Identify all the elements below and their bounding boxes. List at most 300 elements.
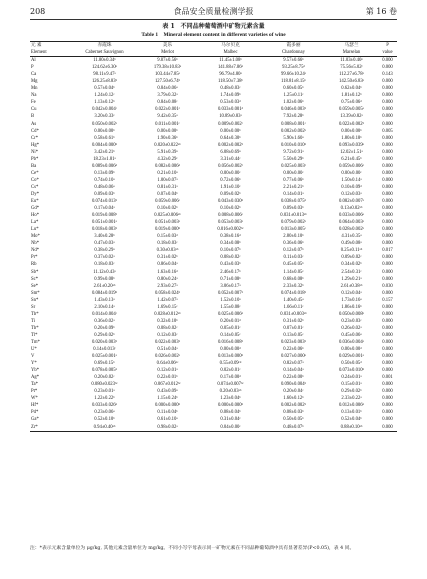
value-cell: 0.00±0.00ᶜ — [341, 170, 362, 176]
value-cell: 0.82±0.07ᵃ — [283, 361, 304, 367]
element-cell: Ga* — [31, 417, 39, 423]
value-cell: 0.000±0.000ᵇ — [154, 403, 181, 409]
value-cell: 1.15±0.24ᵇ — [157, 396, 178, 402]
column-header: Chardonnay — [262, 49, 325, 57]
table-row — [30, 325, 397, 332]
value-cell: 0.074±0.018ᵇ — [280, 290, 307, 296]
value-cell: 11.12±0.43ᵃ — [93, 269, 116, 275]
p-value-cell: 0.000 — [382, 199, 393, 205]
value-cell: 0.033±0.026ᵇ — [91, 403, 118, 409]
value-cell: 9.87±0.56ᵇ — [157, 58, 178, 64]
value-cell: 2.10±0.14ᵃ — [94, 304, 115, 310]
value-cell: 0.74±0.10ᵃ — [94, 177, 115, 183]
table-row — [30, 219, 397, 226]
value-cell: 0.38±0.29ᵃ — [94, 248, 115, 254]
value-cell: 0.011±0.001ᶜ — [155, 121, 180, 127]
p-value-cell: 0.000 — [382, 410, 393, 416]
element-cell: Gd* — [31, 206, 40, 212]
table-row — [30, 205, 397, 212]
element-cell: Lu* — [31, 227, 39, 233]
value-cell: 0.17±0.00ᵈ — [220, 375, 241, 381]
element-cell: Fe — [31, 100, 36, 106]
value-cell: 0.020±0.022ᵃᵇ — [154, 142, 181, 148]
value-cell: 10.89±0.83ᵃ — [219, 114, 242, 120]
value-cell: 0.77±0.06ᵇ — [283, 177, 304, 183]
value-cell: 0.019±0.008ᵇ — [91, 213, 118, 219]
element-cell: Nb* — [31, 241, 40, 247]
p-value-cell: 0.000 — [382, 368, 393, 374]
value-cell: 0.08±0.03ᵇ — [283, 410, 304, 416]
element-cell: Pt* — [31, 389, 38, 395]
value-cell: 1.29±0.21ᵃ — [341, 276, 362, 282]
table-row — [30, 304, 397, 311]
value-cell: 0.12±0.03ᶜ — [157, 332, 178, 338]
element-cell: Yb* — [31, 368, 40, 374]
value-cell: 0.45±0.06ᵃ — [341, 332, 362, 338]
value-cell: 9.42±0.35ᵃ — [157, 114, 178, 120]
table-row — [30, 177, 397, 184]
table-row — [30, 184, 397, 191]
value-cell: 0.13±0.09ᵇ — [94, 170, 115, 176]
value-cell: 0.013±0.000ᵇ — [217, 354, 244, 360]
p-value-cell: 0.000 — [382, 177, 393, 183]
table-row — [30, 409, 397, 416]
value-cell: 118.50±7.38ᵇ — [218, 79, 243, 85]
value-cell: 3.20±0.33ᵉ — [94, 114, 115, 120]
value-cell: 0.25±0.11ᵃᵇ — [340, 248, 363, 254]
element-cell: Ca — [31, 72, 37, 78]
table-row — [30, 416, 397, 423]
header-rule — [30, 19, 397, 20]
value-cell: 0.025±0.003ᵉ — [281, 163, 306, 169]
p-value-cell: 0.000 — [382, 262, 393, 268]
value-cell: 0.002±0.002ᵇ — [280, 403, 307, 409]
table-row — [30, 212, 397, 219]
value-cell: 2.33±0.32ᵇ — [283, 283, 304, 289]
table-row — [30, 424, 397, 432]
value-cell: 0.20±0.01ᵈ — [220, 318, 241, 324]
value-cell: 1.55±0.08ᶜ — [220, 304, 241, 310]
p-value-cell: 0.000 — [382, 220, 393, 226]
p-value-cell: 0.000 — [382, 332, 393, 338]
value-cell: 6.08±0.69ᵃ — [220, 149, 241, 155]
value-cell: 7.92±0.28ᵇ — [283, 114, 304, 120]
value-cell: 0.00±0.00ᵈ — [220, 347, 241, 353]
value-cell: 0.22±0.06ᵇ — [283, 347, 304, 353]
p-value-cell: 0.017 — [382, 248, 393, 254]
table-row — [30, 128, 397, 135]
p-value-cell: 0.000 — [382, 354, 393, 360]
value-cell: 0.09±0.03ᵇ — [283, 206, 304, 212]
p-value-cell: 0.000 — [382, 325, 393, 331]
value-cell: 0.31±0.04ᵉ — [220, 417, 241, 423]
value-cell: 5.90±1.60ᵃ — [283, 135, 304, 141]
value-cell: 0.14±0.04ᵃ — [283, 368, 304, 374]
value-cell: 0.51±0.04ᵃ — [157, 347, 178, 353]
p-value-cell: 0.000 — [382, 156, 393, 162]
element-cell: P — [31, 65, 34, 71]
value-cell: 0.089±0.006ᵈ — [91, 163, 118, 169]
value-cell: 1.91±0.10ᶜ — [220, 184, 241, 190]
table-row — [30, 170, 397, 177]
element-cell: Cd* — [31, 128, 39, 134]
p-value-cell: 0.000 — [382, 149, 393, 155]
value-cell: 0.20±0.09ᵇ — [94, 325, 115, 331]
value-cell: 2.93±0.27ᵃ — [157, 283, 178, 289]
table-row — [30, 318, 397, 325]
element-cell: Co* — [31, 177, 39, 183]
value-cell: 0.038±0.075ᵇ — [280, 199, 307, 205]
element-cell: Sc* — [31, 276, 39, 282]
element-cell: Na — [31, 93, 37, 99]
value-cell: 0.082±0.006ᵈ — [154, 163, 181, 169]
element-cell: Cr* — [31, 135, 39, 141]
value-cell: 0.47±0.03ᵃ — [94, 241, 115, 247]
table-row — [30, 374, 397, 381]
p-value-cell: 0.000 — [382, 206, 393, 212]
value-cell: 4.31±0.35ᵃ — [341, 234, 362, 240]
table-row — [30, 402, 397, 409]
table-row — [30, 360, 397, 367]
value-cell: 1.42±0.07ᵃ — [157, 297, 178, 303]
value-cell: 0.059±0.006ᵉ — [339, 163, 364, 169]
value-cell: 0.053±0.003ᵃ — [218, 220, 243, 226]
value-cell: 0.55±0.09ᶜᵈ — [219, 361, 242, 367]
value-cell: 0.052±0.007ᵇ — [217, 290, 244, 296]
value-cell: 0.11±0.03ᶜ — [283, 255, 304, 261]
value-cell: 0.002±0.002ᵃ — [281, 128, 306, 134]
element-cell: Tb* — [31, 325, 39, 331]
value-cell: 0.050±0.008ᵃ — [339, 311, 364, 317]
value-cell: 0.031±0.013ᵃᵇ — [280, 213, 307, 219]
column-header: P — [378, 42, 397, 50]
value-cell: 0.07±0.01ᶜ — [283, 325, 304, 331]
table-footnote: 注：*表示元素含量单位为 μg/kg, 其他元素含量单位为 mg/kg。不同小写字母表示同一矿物元素在不同品种葡萄酒中具有显著差异(P<0.05)，表 4 同。 — [30, 546, 355, 551]
value-cell: 0.84±0.06ᵃ — [157, 86, 178, 92]
table-row — [30, 233, 397, 240]
value-cell: 99.66±10.24ᵃ — [281, 72, 306, 78]
value-cell: 11.80±0.34ᵇ — [93, 58, 116, 64]
table-row — [30, 269, 397, 276]
value-cell: 0.08±0.04ᵇ — [220, 410, 241, 416]
column-header: Malbec — [199, 49, 262, 57]
column-header: Element — [30, 49, 73, 57]
value-cell: 0.10±0.02ᵇ — [220, 206, 241, 212]
value-cell: 0.53±0.03ᵈ — [220, 100, 241, 106]
table-row — [30, 135, 397, 142]
p-value-cell: 0.000 — [382, 114, 393, 120]
table-row — [30, 92, 397, 99]
element-cell: Mo* — [31, 234, 40, 240]
value-cell: 75.56±5.02ᵉ — [340, 65, 363, 71]
value-cell: 0.61±0.10ᵃ — [157, 417, 178, 423]
element-cell: B — [31, 114, 35, 120]
value-cell: 0.00±0.00ᵇ — [341, 128, 362, 134]
value-cell: 1.69±0.15ᶜ — [157, 304, 178, 310]
table-row — [30, 346, 397, 353]
value-cell: 0.022±0.001ᵉ — [155, 107, 180, 113]
value-cell: 2.21±0.21ᵇ — [283, 184, 304, 190]
value-cell: 0.43±0.09ᵃ — [157, 389, 178, 395]
value-cell: 0.08±0.02ᶜ — [220, 255, 241, 261]
value-cell: 0.12±0.01ᵃ — [157, 368, 178, 374]
element-cell: Pb* — [31, 156, 39, 162]
value-cell: 0.019±0.000ᵇ — [154, 227, 181, 233]
value-cell: 0.48±0.07ᵇ — [262, 424, 325, 432]
p-value-cell: 0.000 — [382, 276, 393, 282]
table-row — [30, 121, 397, 128]
element-cell: Ho* — [31, 213, 40, 219]
element-cell: La* — [31, 220, 39, 226]
value-cell: 0.025±0.001ᵃ — [92, 354, 117, 360]
p-value-cell: 0.000 — [382, 163, 393, 169]
value-cell: 0.84±0.08ᶜ — [157, 100, 178, 106]
p-value-cell: 0.000 — [382, 396, 393, 402]
value-cell: 18.23±1.81ᵃ — [93, 156, 116, 162]
value-cell: 0.018±0.003ᵇ — [91, 227, 118, 233]
value-cell: 0.014±0.004ᶜ — [92, 311, 117, 317]
value-cell: 0.11±0.04ᵇ — [157, 410, 178, 416]
value-cell: 0.082±0.007ᵃ — [339, 199, 364, 205]
p-value-cell: 0.000 — [382, 311, 393, 317]
value-cell: 0.079±0.002ᵃ — [281, 220, 306, 226]
value-cell: 141.88±7.86ᵇ — [217, 65, 244, 71]
value-cell: 0.080±0.023ᵇᶜ — [91, 382, 118, 388]
column-header: 元 素 — [30, 42, 73, 50]
value-cell: 1.14±0.05ᵉ — [283, 269, 304, 275]
value-cell: 0.016±0.008ᵇ — [217, 339, 244, 345]
value-cell: 2.54±0.31ᶜ — [341, 269, 362, 275]
element-cell: Zr* — [30, 424, 73, 432]
value-cell: 3.06±0.17ᵃ — [220, 283, 241, 289]
volume-number: 第 16 卷 — [365, 7, 397, 16]
column-header: Merlot — [136, 49, 199, 57]
table-row — [30, 99, 397, 106]
value-cell: 124.62±6.30ᵃ — [92, 65, 117, 71]
value-cell: 1.00±0.07ᵃ — [157, 177, 178, 183]
value-cell: 0.15±0.03ᵈ — [157, 234, 178, 240]
element-cell: Mg — [31, 79, 38, 85]
p-value-cell: 0.000 — [382, 135, 393, 141]
value-cell: 2.80±0.10ᵇ — [283, 234, 304, 240]
value-cell: 0.20±0.02ᶜ — [94, 375, 115, 381]
value-cell: 0.36±0.02ᵃ — [94, 318, 115, 324]
table-row — [30, 226, 397, 233]
value-cell: 0.10±0.09ᵈ — [341, 184, 362, 190]
value-cell: 0.60±0.05ᵇ — [283, 86, 304, 92]
value-cell: 0.078±0.005ᵇ — [91, 368, 118, 374]
value-cell: 0.62±0.04ᵇ — [341, 86, 362, 92]
column-header: 霞多丽 — [262, 42, 325, 50]
value-cell: 0.074±0.013ᵇ — [91, 199, 118, 205]
value-cell: 0.23±0.01ᵃ — [94, 389, 115, 395]
value-cell: 0.09±0.02ᶜ — [341, 255, 362, 261]
mineral-element-table — [30, 41, 397, 432]
element-cell: Mn — [31, 86, 38, 92]
p-value-cell: 0.000 — [382, 213, 393, 219]
value-cell: 0.033±0.006ᵃ — [339, 213, 364, 219]
table-row — [30, 395, 397, 402]
value-cell: 0.23±0.03ᶜ — [341, 318, 362, 324]
p-value-cell: 0.000 — [382, 382, 393, 388]
value-cell: 0.38±0.16ᵈ — [220, 234, 241, 240]
value-cell: 0.98±0.02ᵃ — [136, 424, 199, 432]
column-header: Cabernet Sauvignon — [73, 49, 136, 57]
element-cell: Cu — [31, 107, 37, 113]
table-row — [30, 163, 397, 170]
value-cell: 0.71±0.08ᵇ — [220, 276, 241, 282]
value-cell: 3.79±0.32ᵃ — [157, 93, 178, 99]
value-cell: 0.31±0.02ᵇ — [283, 318, 304, 324]
table-row — [30, 283, 397, 290]
value-cell: 0.036±0.004ᵃ — [339, 339, 364, 345]
element-cell: Tm* — [31, 339, 40, 345]
value-cell: 0.21±0.10ᵃ — [157, 170, 178, 176]
value-cell: 12.02±1.51ᵃ — [340, 149, 363, 155]
value-cell: 0.75±0.06ᵈ — [341, 100, 362, 106]
value-cell: 0.22±0.01ᵇ — [157, 375, 178, 381]
element-cell: Hg* — [31, 142, 40, 148]
value-cell: 0.68±0.08ᵇ — [283, 276, 304, 282]
value-cell: 0.022±0.003ᵇ — [154, 339, 181, 345]
value-cell: 0.00±0.00ᵈ — [341, 347, 362, 353]
table-row — [30, 290, 397, 297]
value-cell: 1.43±0.13ᵃ — [94, 297, 115, 303]
p-value-cell: 0.000 — [382, 191, 393, 197]
table-row — [30, 106, 397, 113]
p-value-cell: 0.000 — [382, 142, 393, 148]
value-cell: 0.17±0.04ᵃ — [94, 206, 115, 212]
p-value-cell: 0.157 — [382, 297, 393, 303]
value-cell: 0.046±0.003ᵇ — [280, 107, 307, 113]
value-cell: 1.63±0.16ᵈ — [157, 269, 178, 275]
table-row — [30, 332, 397, 339]
value-cell: 2.61±0.20ᵃᵇ — [93, 283, 116, 289]
table-row — [30, 85, 397, 92]
p-value-cell: 0.000 — [382, 184, 393, 190]
value-cell: 0.051±0.003ᵃ — [155, 220, 180, 226]
value-cell: 0.34±0.08ᵇ — [220, 241, 241, 247]
table-row — [30, 276, 397, 283]
element-cell: Ta* — [31, 382, 38, 388]
table-row — [30, 57, 397, 65]
value-cell: 0.04±0.00ᶜ — [199, 424, 262, 432]
value-cell: 0.12±0.03ᵃ — [341, 191, 362, 197]
value-cell: 1.66±0.11ᶜ — [283, 304, 304, 310]
journal-name: 食品安全质量检测学报 — [173, 7, 254, 16]
element-cell: W* — [31, 396, 38, 402]
value-cell: 0.02±0.01ᶜ — [220, 368, 241, 374]
value-cell: 0.023±0.003ᵇ — [280, 339, 307, 345]
value-cell: 0.056±0.002ᵉ — [218, 163, 243, 169]
value-cell: 0.00±0.00ᵇ — [94, 128, 115, 134]
value-cell: 0.026±0.002ᵃ — [155, 354, 180, 360]
value-cell: 0.13±0.01ᵇ — [341, 410, 362, 416]
value-cell: 2.61±0.38ᵃᵇ — [340, 283, 363, 289]
value-cell: 0.18±0.03ᶜ — [94, 262, 115, 268]
value-cell: 0.34±0.02ᵇ — [341, 262, 362, 268]
element-cell: Al — [31, 58, 36, 64]
value-cell: 0.32±0.10ᵇ — [157, 318, 178, 324]
p-value-cell: 0.000 — [382, 417, 393, 423]
value-cell: 0.025±0.006ᵃᵇ — [154, 213, 181, 219]
value-cell: 0.50±0.05ᵈ — [341, 361, 362, 367]
element-cell: Ba — [31, 163, 37, 169]
value-cell: 0.016±0.002ᵇᶜ — [217, 227, 244, 233]
element-cell: Ag* — [31, 375, 40, 381]
value-cell: 0.00±0.00ᶜ — [220, 170, 241, 176]
element-cell: Sm* — [31, 290, 40, 296]
value-cell: 0.20±0.03ᵃᵇ — [219, 389, 242, 395]
value-cell: 5.50±0.29ᵇ — [283, 156, 304, 162]
value-cell: 2.33±0.22ᵃ — [341, 396, 362, 402]
value-cell: 0.002±0.002ᵇ — [217, 142, 244, 148]
value-cell: 0.10±0.02ᵇ — [157, 206, 178, 212]
value-cell: 0.50±0.05ᵇ — [283, 417, 304, 423]
value-cell: 0.012±0.006ᵇ — [338, 403, 365, 409]
p-value-cell: 0.000 — [382, 304, 393, 310]
value-cell: 9.72±0.91ᵃ — [283, 149, 304, 155]
value-cell: 0.12±0.07ᵇ — [283, 248, 304, 254]
value-cell: 0.99±0.08ᵇ — [94, 276, 115, 282]
table-row — [30, 64, 397, 71]
p-value-cell: 0.000 — [382, 58, 393, 64]
value-cell: 0.033±0.001ᵈ — [217, 107, 244, 113]
value-cell: 142.50±6.83ᵃ — [339, 79, 364, 85]
value-cell: 2.46±0.17ᵇ — [220, 269, 241, 275]
column-header: 赤霞珠 — [73, 42, 136, 50]
value-cell: 0.067±0.012ᵇᶜ — [154, 382, 181, 388]
column-header: 马瑟兰 — [325, 42, 378, 50]
value-cell: 0.52±0.04ᵇ — [341, 417, 362, 423]
value-cell: 0.008±0.001ᶜ — [281, 121, 306, 127]
element-cell: Eu* — [31, 199, 39, 205]
value-cell: 3.40±0.28ᵇ — [94, 234, 115, 240]
p-value-cell: 0.000 — [382, 79, 393, 85]
value-cell: 0.23±0.06ᵃ — [94, 410, 115, 416]
value-cell: 0.013±0.005ᶜ — [281, 227, 306, 233]
value-cell: 0.26±0.02ᵃ — [341, 325, 362, 331]
value-cell: 1.52±0.10ᵃ — [220, 297, 241, 303]
p-value-cell: 0.000 — [382, 86, 393, 92]
p-value-cell: 0.000 — [382, 100, 393, 106]
element-cell: Cs* — [31, 184, 39, 190]
value-cell: 0.09±0.02ᵇ — [220, 191, 241, 197]
p-value-cell: 0.000 — [382, 269, 393, 275]
value-cell: 3.42±0.21ᵇ — [94, 149, 115, 155]
element-cell: Ce* — [31, 170, 39, 176]
table-row — [30, 247, 397, 254]
p-value-cell: 0.000 — [382, 389, 393, 395]
value-cell: 0.00±0.00ᵇ — [157, 128, 178, 134]
column-header: 美乐 — [136, 42, 199, 50]
value-cell: 11.45±1.08ᵇ — [219, 58, 242, 64]
table-body — [30, 57, 397, 431]
table-row — [30, 353, 397, 360]
value-cell: 0.00±0.00ᵇ — [220, 128, 241, 134]
p-value-cell: 0.000 — [382, 93, 393, 99]
header-row-en — [30, 49, 397, 57]
value-cell: 1.23±0.04ᵇ — [220, 396, 241, 402]
table-row — [30, 254, 397, 261]
p-value-cell: 0.000 — [382, 170, 393, 176]
value-cell: 1.50±0.14ᵃ — [341, 177, 362, 183]
value-cell: 0.025±0.006ᵇ — [217, 311, 244, 317]
table-row — [30, 78, 397, 85]
p-value-cell: 0.000 — [382, 347, 393, 353]
value-cell: 103.44±7.85ᵃ — [155, 72, 180, 78]
value-cell: 0.31±0.02ᵇ — [157, 255, 178, 261]
